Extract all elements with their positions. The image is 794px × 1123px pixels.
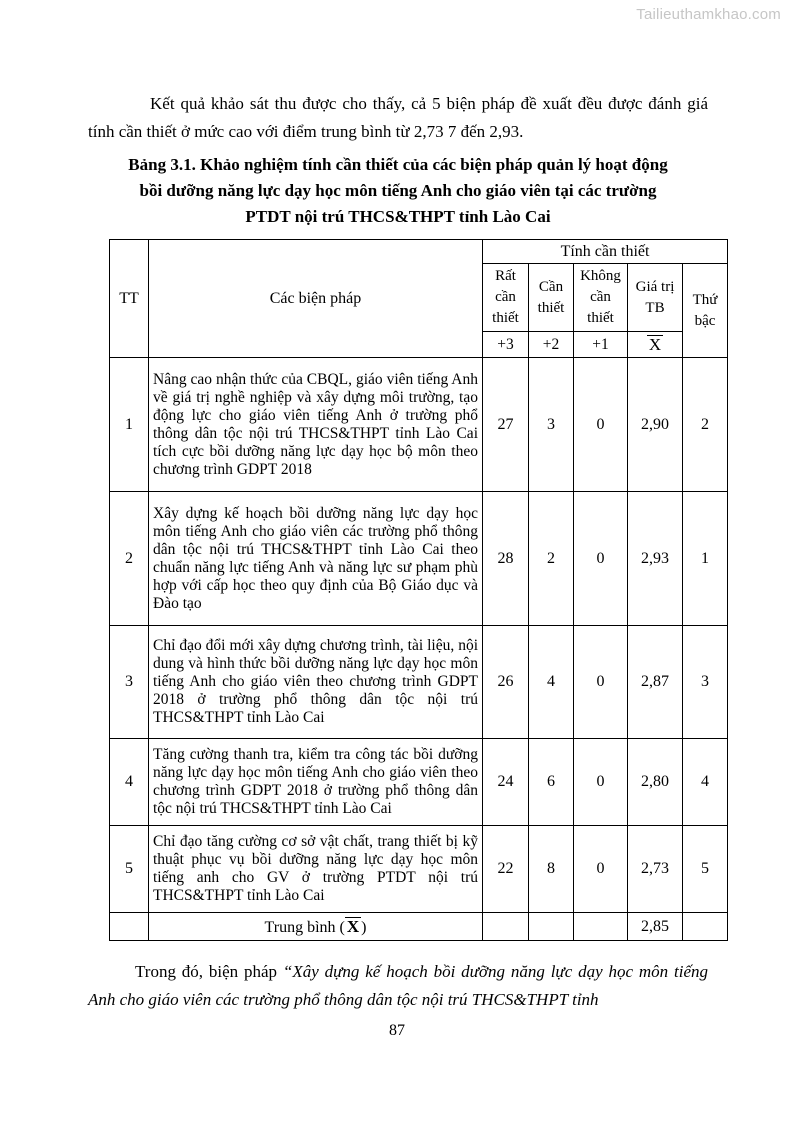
cell-very-count: 26 [483,626,529,739]
summary-tt-empty [110,913,149,941]
header-measures: Các biện pháp [149,240,483,358]
summary-label [149,913,483,941]
necessity-survey-table [109,239,728,941]
closing-paragraph [88,958,708,1014]
cell-necessary-count: 8 [529,826,574,913]
cell-measure: Nâng cao nhận thức của CBQL, giáo viên tiếng Anh về giá trị nghề nghiệp và xây dựng môi trường, tạo động lực cho giáo viên tiếng Anh ở trường phổ thông dân tộc nội trú THCS&THPT tỉnh Lào Cai tích cực bồi dưỡng năng lực dạy học bộ môn theo chương trình GDPT 2018 [149,358,483,492]
summary-very-empty [483,913,529,941]
cell-necessary-count: 4 [529,626,574,739]
page-number: 87 [389,1022,405,1039]
cell-not-necessary-count: 0 [574,826,628,913]
mean-xbar-icon: X [648,334,662,354]
cell-very-count: 24 [483,739,529,826]
summary-label-suffix: ) [361,918,367,936]
cell-avg: 2,73 [628,826,683,913]
cell-measure: Tăng cường thanh tra, kiểm tra công tác bồi dưỡng năng lực dạy học môn tiếng Anh cho giáo viên theo chương trình GDPT 2018 ở trường phổ thông dân tộc nội trú THCS&THPT tỉnh Lào Cai [149,739,483,826]
summary-not-necessary-empty [574,913,628,941]
mean-xbar-icon: X [346,916,360,936]
cell-rank: 1 [683,492,728,626]
table-row [110,826,728,913]
cell-not-necessary-count: 0 [574,626,628,739]
summary-label-prefix: Trung bình ( [264,918,345,936]
cell-very-count: 22 [483,826,529,913]
cell-avg: 2,80 [628,739,683,826]
summary-necessary-empty [529,913,574,941]
cell-very-count: 28 [483,492,529,626]
table-row [110,626,728,739]
header-not-necessary: Không cần thiết [574,264,628,332]
table-caption [88,152,708,230]
header-row-group [110,240,728,264]
cell-necessary-count: 2 [529,492,574,626]
summary-row [110,913,728,941]
closing-quoted-text: “Xây dựng kế hoạch bồi dưỡng năng lực dạy học môn tiếng Anh cho giáo viên các trường phổ thông dân tộc nội trú THCS&THPT tỉnh [88,962,708,1009]
header-score-plus2: +2 [529,332,574,358]
cell-rank: 4 [683,739,728,826]
cell-necessary-count: 6 [529,739,574,826]
table-caption-line-2: bồi dưỡng năng lực dạy học môn tiếng Anh cho giáo viên tại các trường [139,181,657,200]
cell-very-count: 27 [483,358,529,492]
page-content [88,90,718,1014]
cell-rank: 5 [683,826,728,913]
cell-not-necessary-count: 0 [574,492,628,626]
header-avg-value: Giá trị TB [628,264,683,332]
cell-measure: Xây dựng kế hoạch bồi dưỡng năng lực dạy học môn tiếng Anh cho giáo viên các trường phổ thông dân tộc nội trú THCS&THPT tỉnh Lào Cai theo chuẩn năng lực tiếng Anh và năng lực sư phạm phù hợp với cấp học theo quy định của Bộ Giáo dục và Đào tạo [149,492,483,626]
closing-prefix: Trong đó, biện pháp [135,962,283,981]
header-score-plus1: +1 [574,332,628,358]
header-rank: Thứ bậc [683,264,728,358]
header-tt: TT [110,240,149,358]
cell-avg: 2,87 [628,626,683,739]
cell-tt: 5 [110,826,149,913]
table-row [110,492,728,626]
header-necessity-group: Tính cần thiết [483,240,728,264]
cell-avg: 2,90 [628,358,683,492]
header-mean-symbol [628,332,683,358]
summary-avg: 2,85 [628,913,683,941]
cell-not-necessary-count: 0 [574,358,628,492]
header-score-plus3: +3 [483,332,529,358]
table-row [110,739,728,826]
intro-paragraph: Kết quả khảo sát thu được cho thấy, cả 5 biện pháp đề xuất đều được đánh giá tính cần thiết ở mức cao với điểm trung bình từ 2,73 7 đến 2,93. [88,94,708,141]
cell-tt: 1 [110,358,149,492]
cell-rank: 3 [683,626,728,739]
cell-measure: Chỉ đạo tăng cường cơ sở vật chất, trang thiết bị kỹ thuật phục vụ bồi dưỡng năng lực dạy học môn tiếng anh cho GV ở trường PTDT nội trú THCS&THPT tỉnh Lào Cai [149,826,483,913]
cell-avg: 2,93 [628,492,683,626]
table-caption-line-1: Bảng 3.1. Khảo nghiệm tính cần thiết của các biện pháp quản lý hoạt động [128,155,668,174]
header-very-necessary: Rất cần thiết [483,264,529,332]
cell-rank: 2 [683,358,728,492]
header-necessary: Cần thiết [529,264,574,332]
cell-tt: 3 [110,626,149,739]
cell-tt: 2 [110,492,149,626]
table-caption-line-3: PTDT nội trú THCS&THPT tỉnh Lào Cai [245,207,551,226]
watermark: Tailieuthamkhao.com [636,6,781,23]
cell-tt: 4 [110,739,149,826]
summary-rank-empty [683,913,728,941]
cell-measure: Chỉ đạo đổi mới xây dựng chương trình, tài liệu, nội dung và hình thức bồi dưỡng năng lực dạy học môn tiếng Anh cho giáo viên theo chương trình GDPT 2018 ở trường phổ thông dân tộc nội trú THCS&THPT tỉnh Lào Cai [149,626,483,739]
cell-not-necessary-count: 0 [574,739,628,826]
cell-necessary-count: 3 [529,358,574,492]
table-row [110,358,728,492]
